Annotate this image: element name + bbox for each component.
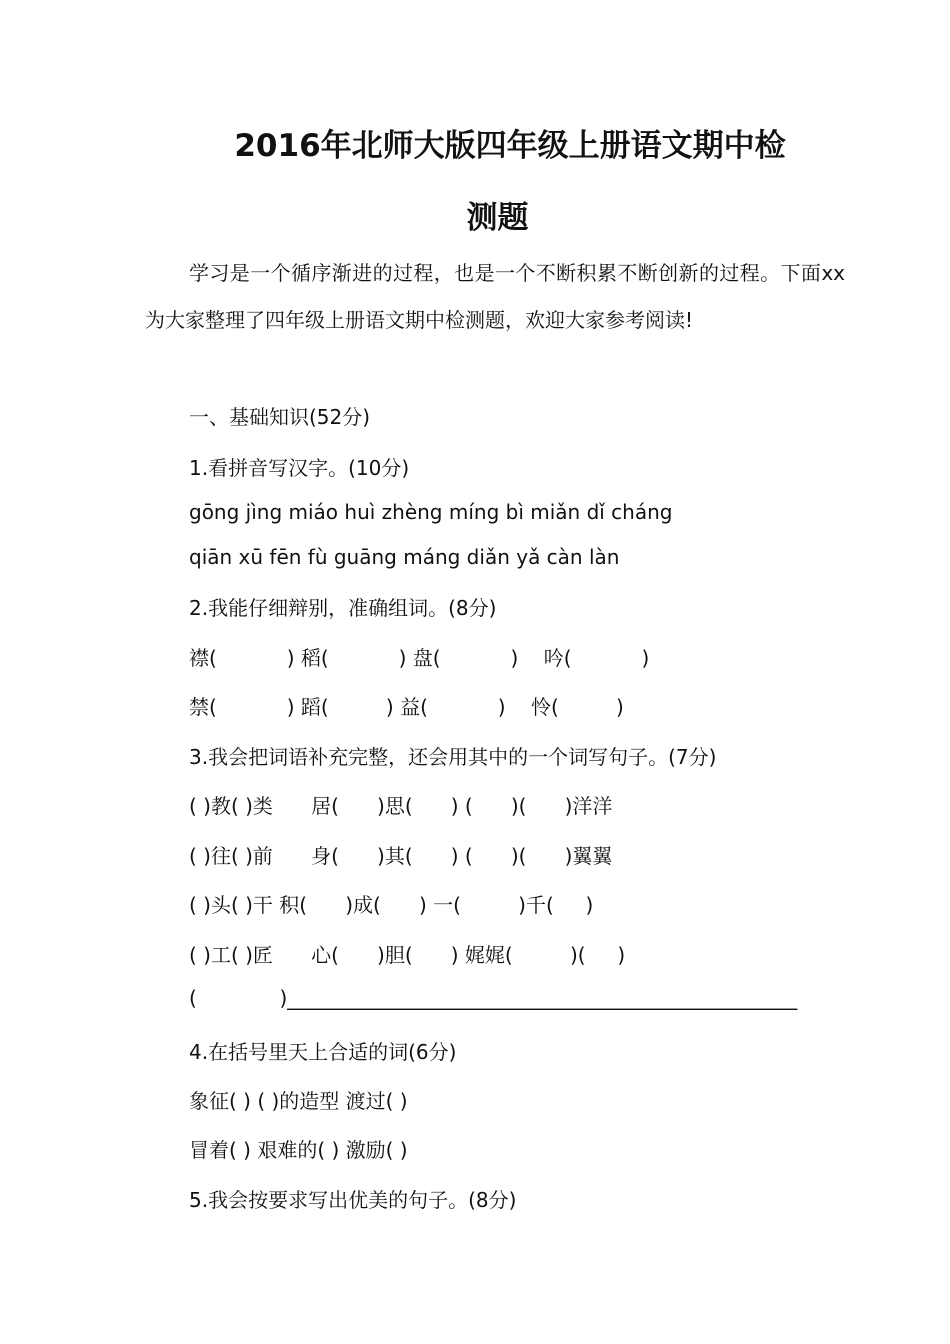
- word-group-row-2: 禁( ) 蹈( ) 益( ) 怜( ): [189, 695, 624, 719]
- intro-paragraph: 学习是一个循序渐进的过程，也是一个不断积累不断创新的过程。下面xx为大家整理了四年级上册语文期中检测题，欢迎大家参考阅读!: [145, 261, 845, 332]
- pinyin-line-2: qiān xū fēn fù guāng máng diǎn yǎ càn làn: [189, 545, 620, 569]
- word-group-row-1: 襟( ) 稻( ) 盘( ) 吟( ): [189, 646, 650, 670]
- question-4-heading: 4.在括号里天上合适的词(6分): [189, 1040, 457, 1064]
- document-title-line-1: 2016年北师大版四年级上册语文期中检: [234, 128, 786, 164]
- idiom-row-4: ( )工( )匠 心( )胆( ) 娓娓( )( ): [189, 943, 626, 967]
- idiom-row-2: ( )往( )前 身( )其( ) ( )( )翼翼: [189, 844, 613, 868]
- fill-word-row-1: 象征( ) ( )的造型 渡过( ): [189, 1089, 408, 1113]
- idiom-row-3: ( )头( )干 积( )成( ) 一( )千( ): [189, 893, 594, 917]
- section-heading-basics: 一、基础知识(52分): [189, 405, 371, 429]
- question-1-heading: 1.看拼音写汉字。(10分): [189, 456, 410, 480]
- idiom-row-1: ( )教( )类 居( )思( ) ( )( )洋洋: [189, 794, 613, 818]
- document-title-line-2: 测题: [466, 200, 529, 236]
- question-5-heading: 5.我会按要求写出优美的句子。(8分): [189, 1188, 517, 1212]
- question-3-heading: 3.我会把词语补充完整，还会用其中的一个词写句子。(7分): [189, 745, 717, 769]
- sentence-answer-line: ( )___________________________________________________: [189, 986, 798, 1010]
- question-2-heading: 2.我能仔细辩别，准确组词。(8分): [189, 596, 497, 620]
- fill-word-row-2: 冒着( ) 艰难的( ) 激励( ): [189, 1138, 408, 1162]
- pinyin-line-1: gōng jìng miáo huì zhèng míng bì miǎn dǐ cháng: [189, 500, 673, 524]
